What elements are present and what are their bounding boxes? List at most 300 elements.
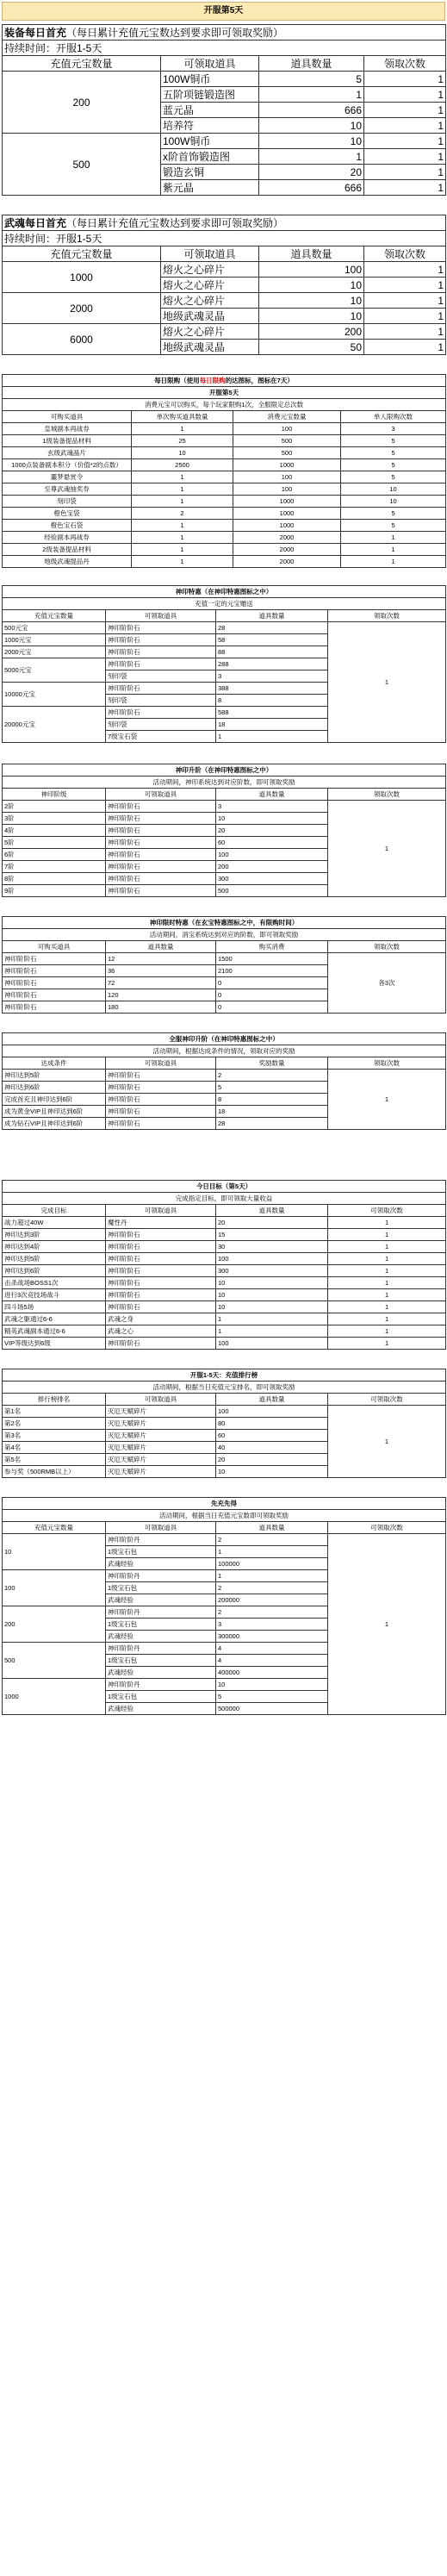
cell: 灭厄天赋碎片 — [106, 1430, 216, 1442]
amount-cell: 200 — [3, 72, 161, 134]
cell: 10 — [341, 496, 446, 508]
title-row — [3, 25, 446, 41]
cell: 4阶 — [3, 825, 106, 837]
section-subtitle-row — [3, 387, 446, 399]
cell: 成为黄金VIP且神印达到6阶 — [3, 1106, 106, 1118]
amount-cell: 2000 — [3, 293, 161, 324]
cell: 神印阶阶石 — [106, 825, 216, 837]
cell: 1000 — [233, 508, 341, 520]
cell: 100 — [216, 1253, 328, 1265]
section-subtitle: 活动期间，根据达成条件的情况，领取对应的奖励 — [3, 1045, 446, 1057]
cell: 0 — [216, 1001, 328, 1014]
column-header: 道具数量 — [216, 610, 328, 622]
page-title: 开服第5天 — [2, 2, 445, 21]
cell: 灭厄天赋碎片 — [106, 1418, 216, 1430]
section-duration: 持续时间：开服1-5天 — [3, 231, 446, 246]
cell: 1 — [132, 556, 233, 568]
cell: 神印阶阶石 — [106, 1338, 216, 1350]
column-header: 可领取道具 — [161, 246, 259, 262]
section-subtitle-row — [3, 1510, 446, 1522]
cell: 灭厄天赋碎片 — [106, 1454, 216, 1466]
cell: 12 — [106, 953, 216, 965]
cell: 3阶 — [3, 813, 106, 825]
cell: 神印阶阶石 — [106, 1241, 216, 1253]
cell: 灭厄天赋碎片 — [106, 1442, 216, 1454]
qty-cell: 666 — [259, 103, 364, 118]
column-header: 可领取道具 — [106, 789, 216, 801]
table-row — [3, 508, 446, 520]
qty-cell: 18 — [216, 719, 328, 731]
cell: 武魂之心 — [106, 1325, 216, 1338]
cell: 10 — [341, 483, 446, 496]
cell: 神印阶阶石 — [3, 1001, 106, 1014]
cell: 噩梦悬赏令 — [3, 471, 132, 483]
table-row — [3, 435, 446, 447]
cell: 第2名 — [3, 1418, 106, 1430]
section-title: 今日目标（第5天） — [3, 1181, 446, 1193]
column-header: 道具数量 — [216, 1394, 328, 1406]
cell: 1 — [328, 1313, 446, 1325]
cell: 神印阶阶石 — [106, 1253, 216, 1265]
qty-cell: 200000 — [216, 1594, 328, 1606]
cell: 神印阶阶石 — [106, 1070, 216, 1082]
section-title-row — [3, 586, 446, 598]
section-subtitle-row — [3, 777, 446, 789]
item-cell: 神印阶阶石 — [106, 622, 216, 634]
item-cell: 刻印袋 — [106, 695, 216, 707]
item-cell: 神印阶阶石 — [106, 683, 216, 695]
column-header: 可购买道具 — [3, 411, 132, 423]
header-row — [3, 246, 446, 262]
item-cell: 锻造玄铜 — [161, 165, 259, 180]
amount-cell: 500 — [3, 1643, 106, 1679]
amount-cell: 200 — [3, 1606, 106, 1643]
cell: 10 — [216, 813, 328, 825]
column-header: 领取次数 — [328, 610, 446, 622]
table-row — [3, 72, 446, 87]
cell: 200 — [216, 861, 328, 873]
table-row — [3, 556, 446, 568]
column-header: 道具数量 — [216, 1522, 328, 1534]
table-row — [3, 293, 446, 309]
amount-cell: 1000 — [3, 262, 161, 293]
cell: 精英武魂副本通过6-6 — [3, 1325, 106, 1338]
item-cell: 刻印袋 — [106, 719, 216, 731]
table-row — [3, 447, 446, 459]
cell: 80 — [216, 1418, 328, 1430]
header-row — [3, 1394, 446, 1406]
cell: 神印阶阶石 — [106, 1082, 216, 1094]
section-title: 神印升阶（在神印特惠图标之中） — [3, 764, 446, 777]
cell: 地级武魂提品丹 — [3, 556, 132, 568]
column-header: 完成目标 — [3, 1205, 106, 1217]
section-title — [3, 215, 446, 231]
cell: 0 — [216, 989, 328, 1001]
cell: 1 — [328, 1338, 446, 1350]
cell: 第5名 — [3, 1454, 106, 1466]
table-row — [3, 953, 446, 965]
cell: 神印阶阶石 — [106, 1094, 216, 1106]
amount-cell: 100 — [3, 1570, 106, 1606]
section-subtitle-row — [3, 598, 446, 610]
qty-cell: 4 — [216, 1643, 328, 1655]
table-row — [3, 1313, 446, 1325]
table-row — [3, 1534, 446, 1546]
cell: 神印阶阶石 — [106, 1229, 216, 1241]
column-header: 单次购买道具数量 — [132, 411, 233, 423]
item-cell: 武魂经验 — [106, 1667, 216, 1679]
cell: 100 — [233, 471, 341, 483]
qty-cell: 10 — [259, 118, 364, 134]
qty-cell: 1 — [216, 731, 328, 743]
item-cell: 1级宝石包 — [106, 1691, 216, 1703]
item-cell: 熔火之心碎片 — [161, 324, 259, 340]
section-title-row — [3, 1181, 446, 1193]
qty-cell: 100000 — [216, 1558, 328, 1570]
cell: 1 — [341, 532, 446, 544]
table-row — [3, 544, 446, 556]
section-subtitle: 开服第5天 — [3, 387, 446, 399]
cell: 1000 — [233, 459, 341, 471]
qty-cell: 2 — [216, 1582, 328, 1594]
cell: 1 — [328, 1265, 446, 1277]
section-subtitle: 活动期间，神印系统达到对应阶数，即可领取奖励 — [3, 777, 446, 789]
cell: 8阶 — [3, 873, 106, 885]
cell: 2000 — [233, 532, 341, 544]
item-cell: 神印阶阶石 — [106, 646, 216, 658]
first-come-table — [2, 1497, 446, 1715]
header-row — [3, 610, 446, 622]
cell: 10 — [132, 447, 233, 459]
section-title-bold: 装备每日首充 — [4, 27, 67, 39]
column-header: 道具数量 — [106, 941, 216, 953]
cell: 1 — [328, 1301, 446, 1313]
qty-cell: 388 — [216, 683, 328, 695]
column-header: 领取次数 — [328, 789, 446, 801]
amount-cell: 500 — [3, 134, 161, 196]
title-row — [3, 215, 446, 231]
times-cell: 1 — [364, 324, 446, 340]
cell: 5 — [341, 459, 446, 471]
table-row — [3, 1265, 446, 1277]
amount-cell: 5000元宝 — [3, 658, 106, 683]
cell: 28 — [216, 1118, 328, 1130]
table-row — [3, 532, 446, 544]
cell: 100 — [216, 849, 328, 861]
cell: 100 — [233, 423, 341, 435]
cell: 5 — [341, 471, 446, 483]
column-header: 购买消费 — [216, 941, 328, 953]
qty-cell: 1 — [216, 1570, 328, 1582]
times-cell: 1 — [364, 309, 446, 324]
column-header: 充值元宝数量 — [3, 246, 161, 262]
cell: 5阶 — [3, 837, 106, 849]
amount-cell: 6000 — [3, 324, 161, 355]
cell: 神印阶阶石 — [106, 1265, 216, 1277]
cell: 击杀战场BOSS1次 — [3, 1277, 106, 1289]
cell: 9阶 — [3, 885, 106, 897]
cell: 100 — [233, 483, 341, 496]
header-row — [3, 1057, 446, 1070]
section-subtitle: 充值一定的元宝赠送 — [3, 598, 446, 610]
qty-cell: 88 — [216, 646, 328, 658]
cell: 7阶 — [3, 861, 106, 873]
cell: 300 — [216, 873, 328, 885]
section-title: 神印限时特惠（在玄宝特惠图标之中，有限购时间） — [3, 917, 446, 929]
item-cell: 1级宝石包 — [106, 1619, 216, 1631]
cell: 神印阶阶石 — [3, 977, 106, 989]
cell: 2 — [216, 1070, 328, 1082]
column-header: 可领取次数 — [328, 1205, 446, 1217]
item-cell: 培养符 — [161, 118, 259, 134]
section-title — [3, 25, 446, 41]
cell: 神印阶阶石 — [3, 989, 106, 1001]
qty-cell: 2 — [216, 1534, 328, 1546]
cell: 1000 — [233, 496, 341, 508]
times-cell: 1 — [364, 340, 446, 355]
seal-upgrade-table — [2, 764, 446, 897]
column-header: 充值元宝数量 — [3, 1522, 106, 1534]
cell: 20 — [216, 1217, 328, 1229]
cell: 1 — [328, 1253, 446, 1265]
cell: 神印阶阶石 — [106, 1118, 216, 1130]
qty-cell: 100 — [259, 262, 364, 278]
cell: 第1名 — [3, 1406, 106, 1418]
table-row — [3, 1253, 446, 1265]
cell: 神印阶阶石 — [106, 837, 216, 849]
column-header: 奖励数量 — [216, 1057, 328, 1070]
cell: 120 — [106, 989, 216, 1001]
times-cell: 1 — [364, 87, 446, 103]
cell: 500 — [233, 435, 341, 447]
item-cell: 武魂经验 — [106, 1703, 216, 1715]
times-cell: 1 — [364, 278, 446, 293]
item-cell: 神印阶阶石 — [106, 658, 216, 671]
cell: VIP等级达到6级 — [3, 1338, 106, 1350]
cell: 神印阶阶石 — [106, 1106, 216, 1118]
qty-cell: 3 — [216, 1619, 328, 1631]
header-row — [3, 941, 446, 953]
section-subtitle: 完成指定目标，即可领取大量收益 — [3, 1193, 446, 1205]
cell: 神印阶阶石 — [106, 1277, 216, 1289]
column-header: 达成条件 — [3, 1057, 106, 1070]
cell: 1000点装备副本积分（价值*2的点数） — [3, 459, 132, 471]
cell: 进行3次竞技场战斗 — [3, 1289, 106, 1301]
qty-cell: 400000 — [216, 1667, 328, 1679]
qty-cell: 10 — [259, 278, 364, 293]
column-header: 领取次数 — [328, 1057, 446, 1070]
cell: 10 — [216, 1277, 328, 1289]
qty-cell: 50 — [259, 340, 364, 355]
equip-first-charge-table — [2, 24, 446, 196]
column-header: 可领取道具 — [161, 56, 259, 72]
cell: 完成首充且神印达到6阶 — [3, 1094, 106, 1106]
column-header: 单人限购次数 — [341, 411, 446, 423]
server-seal-table — [2, 1032, 446, 1130]
table-row — [3, 134, 446, 149]
qty-cell: 1 — [216, 1546, 328, 1558]
section-title-row — [3, 917, 446, 929]
section-duration-row — [3, 231, 446, 246]
cell: 神印阶阶石 — [106, 801, 216, 813]
qty-cell: 200 — [259, 324, 364, 340]
column-header: 神印阶级 — [3, 789, 106, 801]
cell: 橙色宝袋 — [3, 508, 132, 520]
cell: 30 — [216, 1241, 328, 1253]
table-row — [3, 1338, 446, 1350]
qty-cell: 4 — [216, 1655, 328, 1667]
table-row — [3, 1277, 446, 1289]
cell: 1 — [216, 1313, 328, 1325]
qty-cell: 300000 — [216, 1631, 328, 1643]
times-cell: 1 — [328, 622, 446, 743]
cell: 灭厄天赋碎片 — [106, 1466, 216, 1478]
section-subtitle-row — [3, 1382, 446, 1394]
qty-cell: 1 — [259, 149, 364, 165]
cell: 40 — [216, 1442, 328, 1454]
section-title: 神印特惠（在神印特惠图标之中） — [3, 586, 446, 598]
seal-limited-table — [2, 916, 446, 1014]
column-header: 排行榜排名 — [3, 1394, 106, 1406]
cell: 2000 — [233, 556, 341, 568]
cell: 玄级武魂晶片 — [3, 447, 132, 459]
times-cell: 1 — [364, 149, 446, 165]
cell: 成为钻石VIP且神印达到6阶 — [3, 1118, 106, 1130]
column-header: 可购买道具 — [3, 941, 106, 953]
cell: 神印阶阶石 — [106, 873, 216, 885]
title-highlight: 每日限购 — [199, 377, 226, 384]
section-subtitle-row — [3, 1045, 446, 1057]
cell: 2100 — [216, 965, 328, 977]
cell: 1 — [132, 520, 233, 532]
cell: 180 — [106, 1001, 216, 1014]
cell: 8 — [216, 1094, 328, 1106]
times-cell: 1 — [328, 1070, 446, 1130]
amount-cell: 20000元宝 — [3, 707, 106, 743]
times-cell: 1 — [328, 1406, 446, 1478]
table-row — [3, 459, 446, 471]
cell: 3 — [216, 801, 328, 813]
recharge-rank-table — [2, 1369, 446, 1478]
daily-limit-table — [2, 374, 446, 568]
header-row — [3, 789, 446, 801]
cell: 100 — [216, 1338, 328, 1350]
item-cell: 神印阶阶石 — [106, 634, 216, 646]
table-row — [3, 1241, 446, 1253]
section-note: 消费元宝可以购买，每个玩家限购1次，全服限定总次数 — [3, 399, 446, 411]
cell: 2 — [132, 508, 233, 520]
cell: 72 — [106, 977, 216, 989]
times-cell: 1 — [364, 180, 446, 196]
times-cell: 1 — [364, 72, 446, 87]
section-subtitle-row — [3, 1193, 446, 1205]
cell: 1500 — [216, 953, 328, 965]
table-row — [3, 423, 446, 435]
table-row — [3, 324, 446, 340]
cell: 60 — [216, 1430, 328, 1442]
cell: 10 — [216, 1466, 328, 1478]
cell: 参与奖（500RMB以上） — [3, 1466, 106, 1478]
header-row — [3, 56, 446, 72]
cell: 神印阶阶石 — [106, 885, 216, 897]
cell: 1 — [341, 544, 446, 556]
item-cell: 五阶项链锻造图 — [161, 87, 259, 103]
cell: 至尊武魂抽奖券 — [3, 483, 132, 496]
cell: 皇城副本再战券 — [3, 423, 132, 435]
cell: 战力超过40W — [3, 1217, 106, 1229]
cell: 15 — [216, 1229, 328, 1241]
column-header: 可领取道具 — [106, 1205, 216, 1217]
item-cell: 熔火之心碎片 — [161, 278, 259, 293]
cell: 第3名 — [3, 1430, 106, 1442]
cell: 5 — [341, 520, 446, 532]
cell: 2阶 — [3, 801, 106, 813]
item-cell: x阶首饰锻造图 — [161, 149, 259, 165]
qty-cell: 10 — [259, 293, 364, 309]
column-header: 道具数量 — [259, 246, 364, 262]
column-header: 领取次数 — [364, 246, 446, 262]
times-cell: 1 — [364, 293, 446, 309]
cell: 1000 — [233, 520, 341, 532]
item-cell: 熔火之心碎片 — [161, 293, 259, 309]
cell: 神印阶阶石 — [106, 1301, 216, 1313]
amount-cell: 2000元宝 — [3, 646, 106, 658]
cell: 橙色宝石袋 — [3, 520, 132, 532]
cell: 2级装备提品材料 — [3, 544, 132, 556]
qty-cell: 10 — [259, 134, 364, 149]
table-row — [3, 1301, 446, 1313]
seal-offer-table — [2, 585, 446, 743]
column-header: 充值元宝数量 — [3, 56, 161, 72]
column-header: 充值元宝数量 — [3, 610, 106, 622]
table-row — [3, 471, 446, 483]
cell: 1 — [216, 1325, 328, 1338]
section-title: 先充先得 — [3, 1498, 446, 1510]
item-cell: 100W铜币 — [161, 134, 259, 149]
cell: 500 — [233, 447, 341, 459]
section-title: 开服1-5天：充值排行榜 — [3, 1369, 446, 1382]
cell: 5 — [341, 508, 446, 520]
cell: 20 — [216, 825, 328, 837]
cell: 武魂之躯通过6-6 — [3, 1313, 106, 1325]
cell: 5 — [341, 447, 446, 459]
cell: 神印阶阶石 — [106, 849, 216, 861]
item-cell: 神印阶阶石 — [106, 707, 216, 719]
cell: 1 — [328, 1217, 446, 1229]
cell: 1 — [328, 1229, 446, 1241]
cell: 36 — [106, 965, 216, 977]
item-cell: 100W铜币 — [161, 72, 259, 87]
item-cell: 神印阶阶丹 — [106, 1606, 216, 1619]
column-header: 领取次数 — [328, 941, 446, 953]
cell: 20 — [216, 1454, 328, 1466]
item-cell: 武魂经验 — [106, 1631, 216, 1643]
qty-cell: 8 — [216, 695, 328, 707]
column-header: 可领取次数 — [328, 1522, 446, 1534]
cell: 1 — [132, 532, 233, 544]
item-cell: 1级宝石包 — [106, 1582, 216, 1594]
times-cell: 1 — [364, 165, 446, 180]
cell: 1 — [341, 556, 446, 568]
amount-cell: 1000元宝 — [3, 634, 106, 646]
cell: 第4名 — [3, 1442, 106, 1454]
cell: 神印阶阶石 — [106, 861, 216, 873]
cell: 神印达到5阶 — [3, 1253, 106, 1265]
item-cell: 紫元晶 — [161, 180, 259, 196]
cell: 500 — [216, 885, 328, 897]
cell: 6阶 — [3, 849, 106, 861]
item-cell: 武魂经验 — [106, 1594, 216, 1606]
